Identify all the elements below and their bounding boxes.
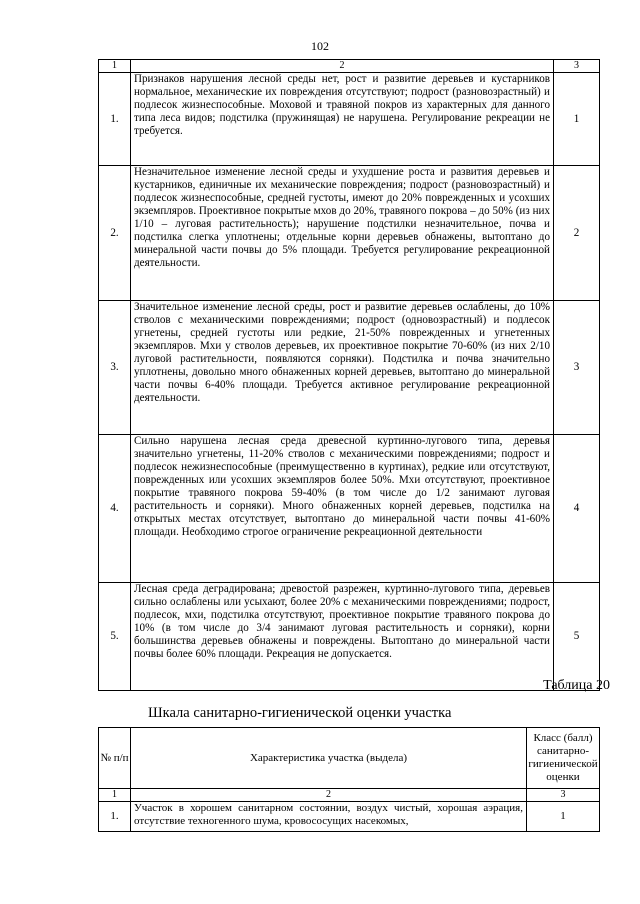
- row-description: Участок в хорошем санитарном состоянии, воздух чистый, хорошая аэрация, отсутствие техногенного шума, кровососущих насекомых,: [131, 802, 527, 832]
- row-description: Признаков нарушения лесной среды нет, рост и развитие деревьев и кустарников нормальное, механические их повреждения отсутствуют; подрост (разновозрастный) и подлесок жизнеспособные. Моховой и травяной покров из характерных для данного типа леса видов; подстилка (пружинящая) не нарушена. Регулирование рекреации не требуется.: [131, 73, 554, 166]
- row-grade: 4: [554, 435, 600, 583]
- row-grade: 1: [554, 73, 600, 166]
- row-description: Незначительное изменение лесной среды и ухудшение роста и развития деревьев и кустарников, единичные их механические повреждения; подрост (разновозрастный) и подлесок жизнеспособные, средней густоты, имеют до 20% поврежденных и усохших экземпляров. Проективное покрытые мхов до 20%, травяного покрова – до 50% (из них 1/10 – луговая растительность); нарушение подстилки незначительное, почва и подстилка слегка уплотнены; отдельные корни деревьев обнажены, вытоптано до минеральной части почвы до 5% площади. Требуется регулирование рекреационной деятельности.: [131, 166, 554, 301]
- header-characteristic: Характеристика участка (выдела): [131, 728, 527, 789]
- table-row: [99, 802, 600, 832]
- row-description: Значительное изменение лесной среды, рост и развитие деревьев ослаблены, до 10% стволов с механическими повреждениями; подрост (одновозрастный) и подлесок угнетены, средней густоты или редкие, 21-50% поврежденных и угнетенных экземпляров. Мхи у стволов деревьев, их проективное покрытие 70-60% (из них 2/10 луговой растительности, появляются сорняки). Подстилка и почва значительно уплотнены, довольно много обнаженных корней деревьев, вытоптано до минеральной части почвы 6-40% площади. Требуется активное регулирование рекреационной деятельности.: [131, 301, 554, 435]
- row-grade: 5: [554, 583, 600, 691]
- row-grade: 1: [527, 802, 600, 832]
- column-number-cell: 2: [131, 789, 527, 802]
- header-class: Класс (балл) санитарно-гигиенической оценки: [527, 728, 600, 789]
- row-number: 2.: [99, 166, 131, 301]
- page-number: 102: [311, 39, 329, 53]
- row-description: Сильно нарушена лесная среда древесной куртинно-лугового типа, деревья значительно угнетены, 11-20% стволов с механическими повреждениями; подрост и подлесок нежизнеспособные (преимущественно в куртинах), редкие или отсутствуют, поврежденных или усохших экземпляров более 50%. Мхи отсутствуют, проективное покрытие травяного покрова 59-40% (в том числе до 1/2 занимают луговая растительность и сорняки). Много обнаженных корней деревьев, подстилка на открытых местах отсутствует, вытоптано до минеральной части почвы 41-60% площади. Необходимо строгое ограничение рекреационной деятельности: [131, 435, 554, 583]
- column-number-cell: 1: [99, 789, 131, 802]
- table-row: [99, 73, 600, 166]
- column-number-cell: 3: [554, 60, 600, 73]
- table-header-row: [99, 728, 600, 789]
- column-number-cell: 2: [131, 60, 554, 73]
- table-header-row: [99, 60, 600, 73]
- table-row: [99, 301, 600, 435]
- row-number: 5.: [99, 583, 131, 691]
- header-number: № п/п: [99, 728, 131, 789]
- row-number: 3.: [99, 301, 131, 435]
- row-number: 1.: [99, 802, 131, 832]
- row-grade: 3: [554, 301, 600, 435]
- column-number-cell: 3: [527, 789, 600, 802]
- row-grade: 2: [554, 166, 600, 301]
- column-number-cell: 1: [99, 60, 131, 73]
- table-title: Шкала санитарно-гигиенической оценки участка: [148, 705, 452, 721]
- table-row: [99, 583, 600, 691]
- row-number: 1.: [99, 73, 131, 166]
- row-number: 4.: [99, 435, 131, 583]
- table-caption: Таблица 20: [543, 678, 610, 693]
- row-description: Лесная среда деградирована; древостой разрежен, куртинно-лугового типа, деревьев сильно ослаблены или усыхают, более 20% с механическими повреждениями; подрост, подлесок, мхи, подстилка отсутствуют, проективное покрытие травяного покрова до 10% (в том числе до 3/4 занимают луговая растительность и сорняки), корни большинства деревьев обнажены и повреждены. Вытоптано до минеральной части почвы более 60% площади. Рекреация не допускается.: [131, 583, 554, 691]
- table-row: [99, 166, 600, 301]
- sanitary-assessment-table: [98, 727, 600, 832]
- table-row: [99, 435, 600, 583]
- column-numbers-row: [99, 789, 600, 802]
- recreation-degradation-table: [98, 59, 600, 691]
